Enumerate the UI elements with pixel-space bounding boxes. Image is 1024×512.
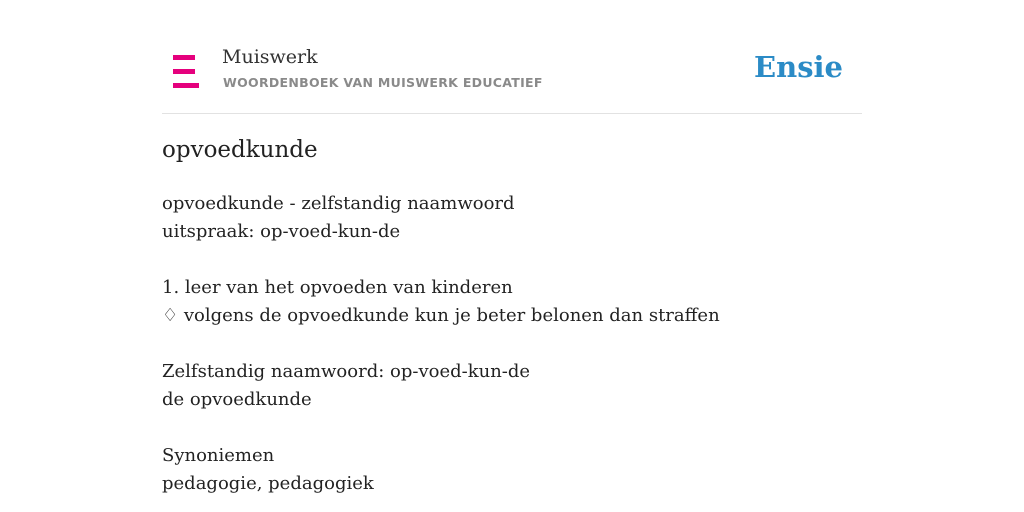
publisher-name[interactable]: Muiswerk xyxy=(222,46,318,68)
entry-line-blank xyxy=(162,414,720,442)
page-container xyxy=(162,0,862,494)
entry-title: opvoedkunde xyxy=(162,137,318,163)
entry-line-definition: 1. leer van het opvoeden van kinderen xyxy=(162,277,513,298)
entry-line-word-class: opvoedkunde - zelfstandig naamwoord xyxy=(162,193,515,214)
entry-line-blank xyxy=(162,246,720,274)
synonyms-list: pedagogie, pedagogiek xyxy=(162,473,374,494)
entry-line-pronunciation: uitspraak: op-voed-kun-de xyxy=(162,221,401,242)
entry-line-article: de opvoedkunde xyxy=(162,389,312,410)
entry-line-example: ♢ volgens de opvoedkunde kun je beter belonen dan straffen xyxy=(162,305,720,326)
entry-line-hyphenation: Zelfstandig naamwoord: op-voed-kun-de xyxy=(162,361,531,382)
muiswerk-e-logo-icon[interactable] xyxy=(173,55,199,88)
entry-body xyxy=(162,190,720,498)
publisher-subtitle: WOORDENBOEK VAN MUISWERK EDUCATIEF xyxy=(223,75,543,90)
header xyxy=(162,0,862,114)
synonyms-heading: Synoniemen xyxy=(162,445,275,466)
ensie-logo[interactable]: Ensie xyxy=(754,50,843,84)
entry-line-blank xyxy=(162,330,720,358)
